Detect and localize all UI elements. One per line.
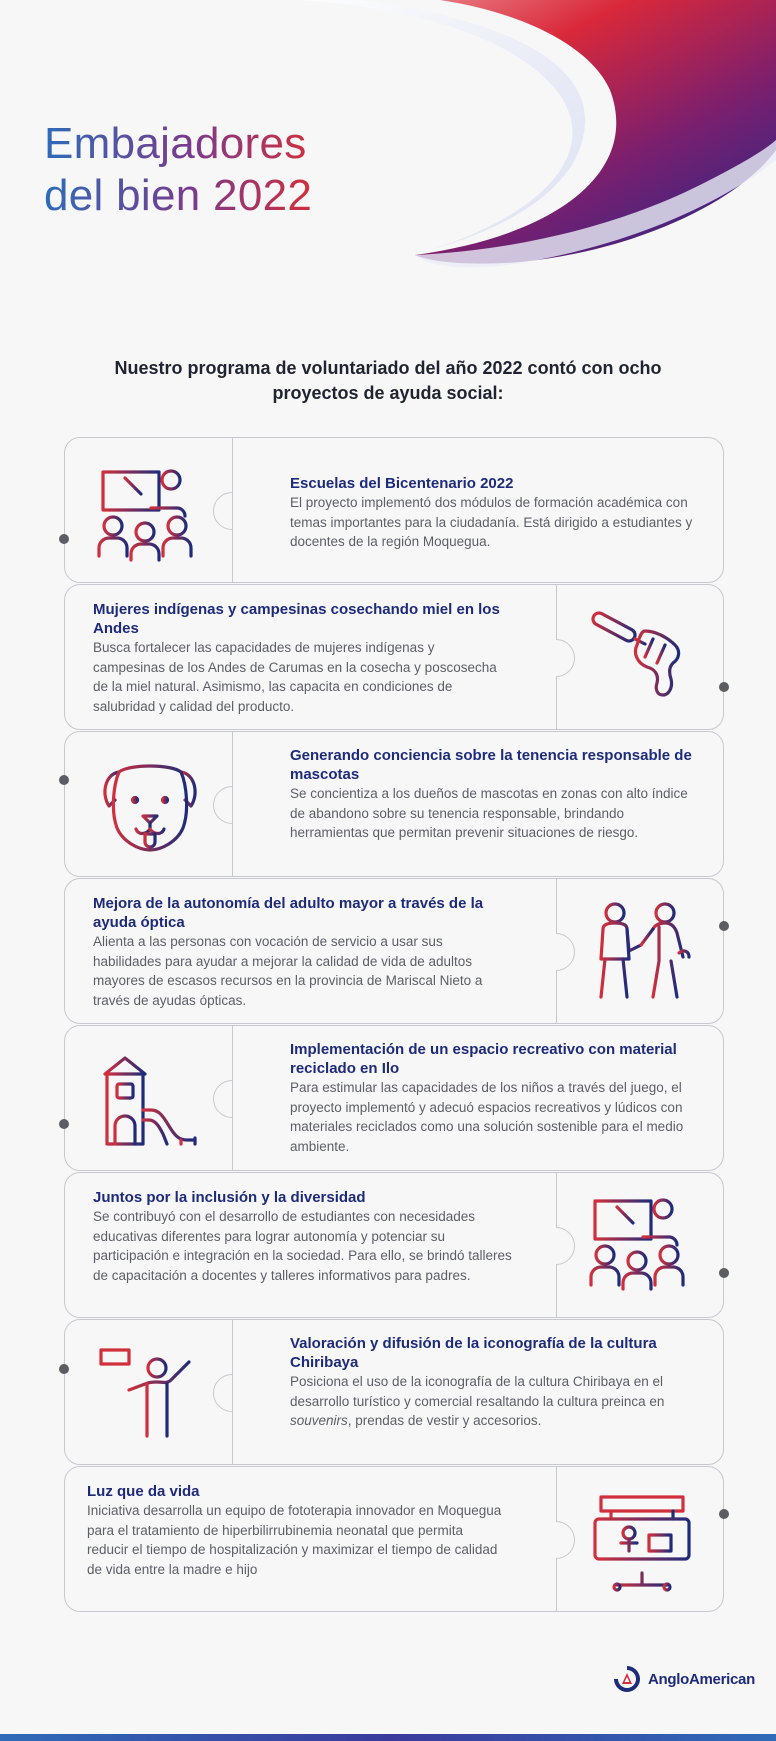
dog-icon xyxy=(95,750,205,860)
project-title: Generando conciencia sobre la tenencia responsable de mascotas xyxy=(290,747,692,783)
logo-text: AngloAmerican xyxy=(648,1670,755,1688)
bottom-bar xyxy=(0,1734,776,1741)
title-line-1: Embajadores xyxy=(44,119,307,168)
project-card-7 xyxy=(64,1319,724,1465)
project-title: Implementación de un espacio recreativo con material reciclado en Ilo xyxy=(290,1041,677,1077)
intro-text: Nuestro programa de voluntariado del año 2022 contó con ocho proyectos de ayuda social: xyxy=(114,358,662,403)
project-title: Mejora de la autonomía del adulto mayor a través de la ayuda óptica xyxy=(93,895,484,931)
honey-dipper-icon xyxy=(587,603,697,713)
project-title: Escuelas del Bicentenario 2022 xyxy=(290,475,514,492)
playground-icon xyxy=(95,1044,205,1154)
anglo-american-logo-icon xyxy=(612,1664,642,1694)
page-title xyxy=(44,118,312,222)
project-description: El proyecto implementó dos módulos de formación académica con temas importantes para la ciudadanía. Está dirigido a estudiantes y docentes de la región Moquegua. xyxy=(290,495,693,549)
classroom-icon xyxy=(95,456,205,566)
project-card-6 xyxy=(64,1172,724,1318)
project-card-4 xyxy=(64,878,724,1024)
flag-person-icon xyxy=(95,1338,205,1448)
project-card-1 xyxy=(64,437,724,583)
project-description: Posiciona el uso de la iconografía de la cultura Chiribaya en el desarrollo turístico y comercial resaltando la cultura preinca en souvenirs, prendas de vestir y accesorios. xyxy=(290,1374,665,1428)
project-title: Mujeres indígenas y campesinas cosechando miel en los Andes xyxy=(93,601,500,637)
elderly-care-icon xyxy=(587,897,697,1007)
project-description: Para estimular las capacidades de los niños a través del juego, el proyecto implementó y adecuó espacios recreativos y lúdicos con materiales reciclados como una solución sostenible para el medio ambiente. xyxy=(290,1080,684,1154)
project-card-3 xyxy=(64,731,724,877)
project-description: Alienta a las personas con vocación de servicio a usar sus habilidades para ayudar a mejorar la calidad de vida de adultos mayores de escasos recursos en la provincia de Mariscal Nieto a través de ayudas ópticas. xyxy=(93,934,483,1008)
incubator-icon xyxy=(587,1485,697,1595)
project-title: Valoración y difusión de la iconografía de la cultura Chiribaya xyxy=(290,1335,657,1371)
classroom-icon xyxy=(587,1191,697,1301)
project-description: Busca fortalecer las capacidades de mujeres indígenas y campesinas de los Andes de Carumas en la cosecha y poscosecha de la miel natural. Asimismo, las capacita en condiciones de salubridad y calidad del producto. xyxy=(93,640,497,714)
project-title: Luz que da vida xyxy=(87,1483,200,1500)
project-card-8 xyxy=(64,1466,724,1612)
anglo-american-logo xyxy=(612,1664,755,1694)
project-card-5 xyxy=(64,1025,724,1171)
project-description: Iniciativa desarrolla un equipo de fototerapia innovador en Moquegua para el tratamiento de hiperbilirrubinemia neonatal que permita reducir el tiempo de hospitalización y maximizar el tiempo de calidad de vida entre la madre e hijo xyxy=(87,1503,502,1577)
project-title: Juntos por la inclusión y la diversidad xyxy=(93,1189,366,1206)
project-description: Se contribuyó con el desarrollo de estudiantes con necesidades educativas diferentes para lograr autonomía y potenciar su participación e integración en la sociedad. Para ello, se brindó talleres de capacitación a docentes y talleres informativos para padres. xyxy=(93,1209,512,1283)
project-card-2 xyxy=(64,584,724,730)
title-line-2: del bien 2022 xyxy=(44,171,313,220)
project-description: Se concientiza a los dueños de mascotas en zonas con alto índice de abandono sobre su tenencia responsable, brindando herramientas que permitan prevenir situaciones de riesgo. xyxy=(290,786,688,840)
